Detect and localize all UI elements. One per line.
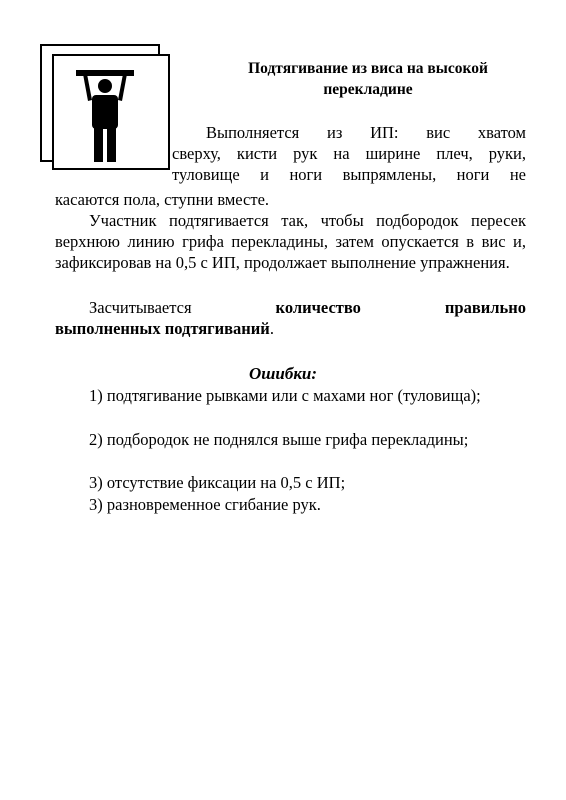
- scoring-period: .: [269, 319, 274, 338]
- pull-up-figure-icon: [54, 56, 168, 168]
- scoring-line-1: [55, 297, 526, 318]
- page-title: [212, 58, 524, 100]
- lead-line-2: сверху, кисти рук на ширине плеч, руки,: [172, 144, 526, 163]
- error-item-2: 2) подбородок не поднялся выше грифа перекладины;: [89, 430, 469, 449]
- lead-line-3: туловище и ноги выпрямлены, ноги не: [172, 165, 526, 184]
- scoring-bold-phrase: выполненных подтягиваний: [55, 319, 270, 338]
- title-line-1: Подтягивание из виса на высокой: [248, 60, 488, 77]
- scoring-word-3: правильно: [444, 298, 526, 317]
- scoring-word-2: количество: [275, 298, 361, 317]
- error-item-3: 3) отсутствие фиксации на 0,5 с ИП;: [89, 473, 346, 492]
- icon-frame-front: [52, 54, 170, 170]
- description-lead-full: касаются пола, ступни вместе.: [55, 190, 270, 209]
- description-paragraph-2: Участник подтягивается так, чтобы подбородок пересек верхнюю линию грифа перекладины, затем опускается в вис и, зафиксировав на 0,5 с ИП, продолжает выполнение упражнения.: [55, 211, 526, 272]
- scoring-line-2: [55, 318, 526, 339]
- description-lead-right: [172, 122, 526, 185]
- title-line-2: перекладине: [323, 81, 413, 98]
- scoring-prefix: Засчитывается: [89, 298, 192, 317]
- errors-heading: Ошибки:: [248, 364, 318, 383]
- error-item-1: 1) подтягивание рывками или с махами ног (туловища);: [89, 386, 481, 405]
- error-item-4: 3) разновременное сгибание рук.: [89, 495, 321, 514]
- lead-line-1: Выполняется из ИП: вис хватом: [206, 123, 526, 142]
